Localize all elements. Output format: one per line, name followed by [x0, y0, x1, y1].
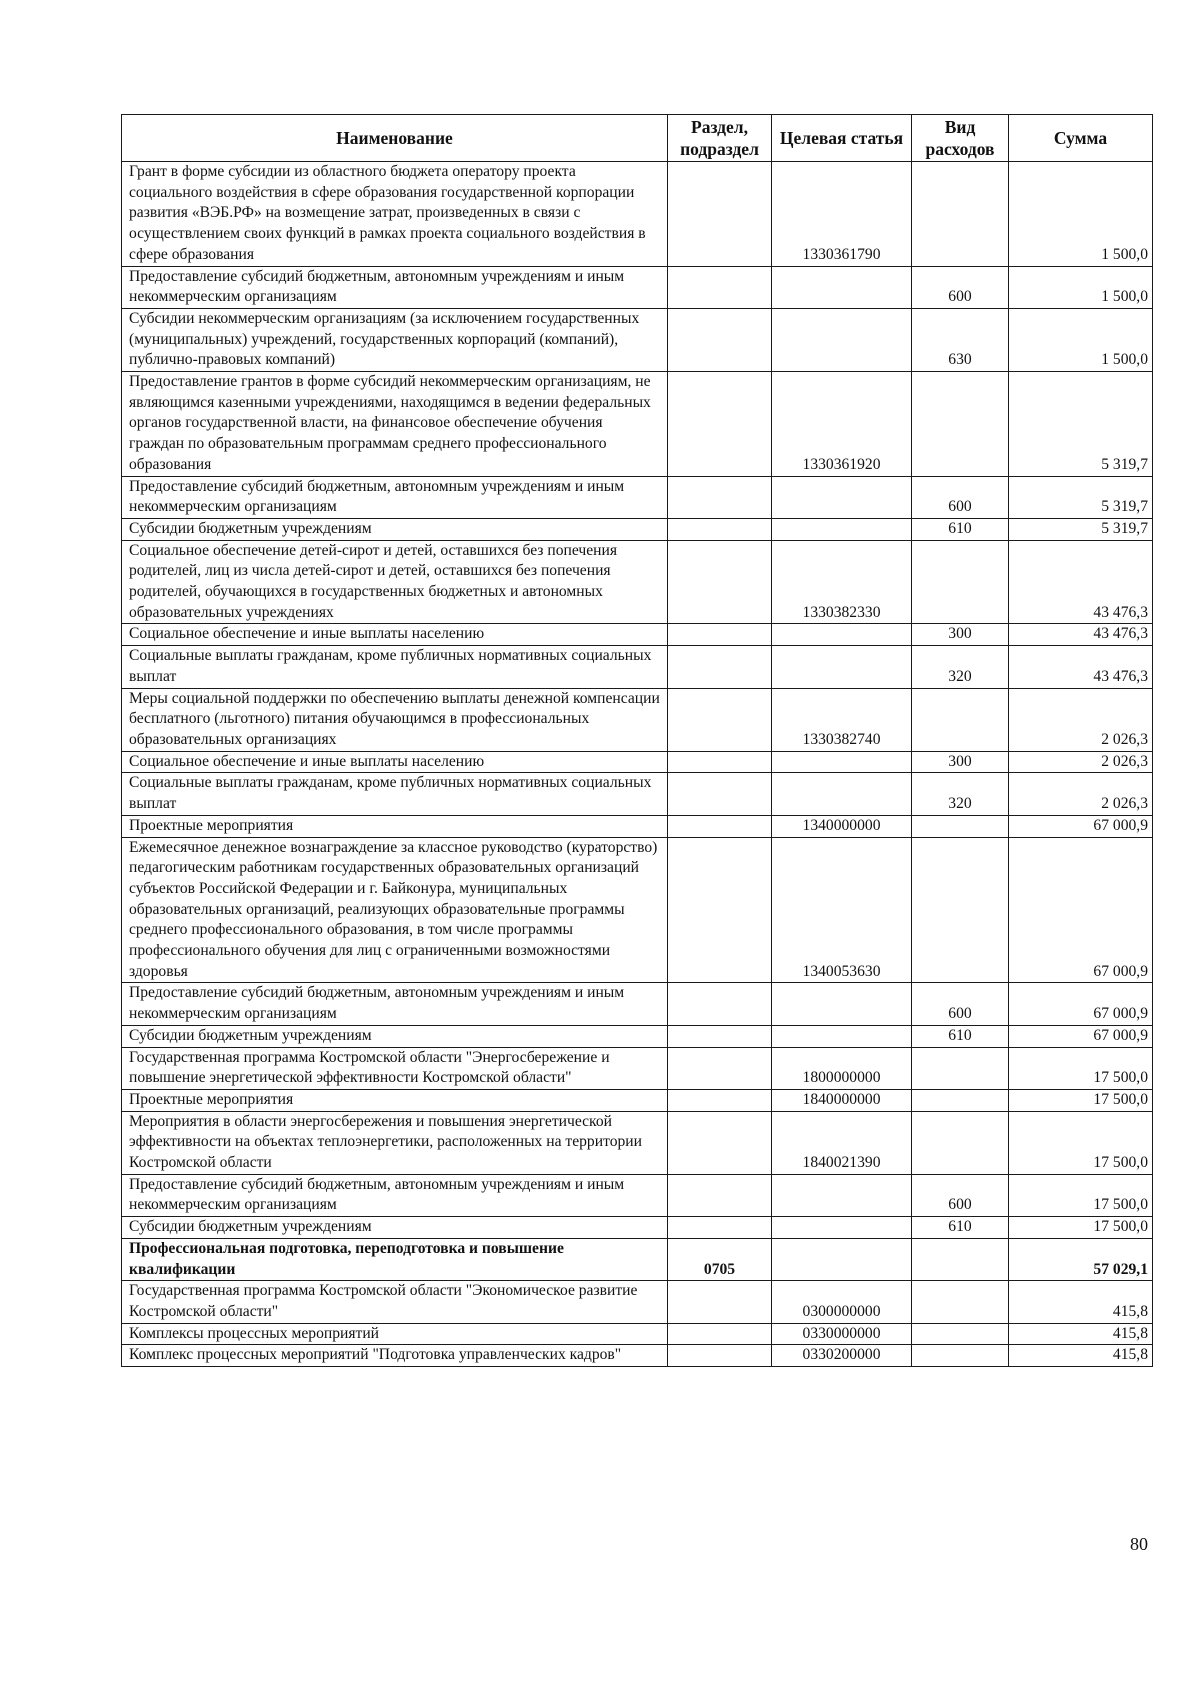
row-section	[668, 540, 772, 624]
row-section: 0705	[668, 1238, 772, 1280]
row-amount: 67 000,9	[1009, 815, 1153, 837]
row-section	[668, 1281, 772, 1323]
row-article	[772, 646, 912, 688]
table-row	[122, 372, 1153, 477]
row-name: Проектные мероприятия	[122, 1089, 668, 1111]
row-amount: 415,8	[1009, 1281, 1153, 1323]
row-expense-type	[912, 1345, 1009, 1367]
table-row	[122, 1281, 1153, 1323]
table-row	[122, 162, 1153, 267]
table-row	[122, 1025, 1153, 1047]
budget-table	[121, 114, 1153, 1367]
row-section	[668, 1111, 772, 1174]
row-expense-type: 600	[912, 1174, 1009, 1216]
row-section	[668, 1174, 772, 1216]
row-expense-type: 600	[912, 476, 1009, 518]
row-amount: 415,8	[1009, 1345, 1153, 1367]
row-expense-type	[912, 1089, 1009, 1111]
row-expense-type: 320	[912, 646, 1009, 688]
row-article: 1330382740	[772, 688, 912, 751]
row-amount: 17 500,0	[1009, 1174, 1153, 1216]
row-expense-type: 600	[912, 266, 1009, 308]
row-amount: 57 029,1	[1009, 1238, 1153, 1280]
row-section	[668, 1089, 772, 1111]
row-article: 1840000000	[772, 1089, 912, 1111]
table-row	[122, 1047, 1153, 1089]
row-name: Государственная программа Костромской области "Энергосбережение и повышение энергетической эффективности Костромской области"	[122, 1047, 668, 1089]
row-expense-type	[912, 1111, 1009, 1174]
row-expense-type	[912, 815, 1009, 837]
table-row	[122, 518, 1153, 540]
row-article	[772, 773, 912, 815]
row-article	[772, 1217, 912, 1239]
row-name: Социальные выплаты гражданам, кроме публичных нормативных социальных выплат	[122, 646, 668, 688]
row-article: 0330000000	[772, 1323, 912, 1345]
row-section	[668, 1047, 772, 1089]
row-section	[668, 624, 772, 646]
row-article: 1330382330	[772, 540, 912, 624]
table-row	[122, 1217, 1153, 1239]
row-section	[668, 983, 772, 1025]
row-amount: 67 000,9	[1009, 983, 1153, 1025]
row-name: Предоставление субсидий бюджетным, автономным учреждениям и иным некоммерческим организациям	[122, 983, 668, 1025]
row-amount: 415,8	[1009, 1323, 1153, 1345]
table-row	[122, 1174, 1153, 1216]
row-expense-type: 630	[912, 308, 1009, 371]
row-expense-type	[912, 162, 1009, 267]
row-amount: 17 500,0	[1009, 1111, 1153, 1174]
row-name: Комплекс процессных мероприятий "Подготовка управленческих кадров"	[122, 1345, 668, 1367]
table-row	[122, 476, 1153, 518]
row-section	[668, 751, 772, 773]
row-section	[668, 837, 772, 983]
row-expense-type: 610	[912, 1025, 1009, 1047]
row-amount: 2 026,3	[1009, 773, 1153, 815]
row-name: Предоставление субсидий бюджетным, автономным учреждениям и иным некоммерческим организациям	[122, 1174, 668, 1216]
row-expense-type: 600	[912, 983, 1009, 1025]
table-row	[122, 751, 1153, 773]
row-article	[772, 751, 912, 773]
row-section	[668, 1025, 772, 1047]
row-amount: 43 476,3	[1009, 540, 1153, 624]
header-name: Наименование	[122, 115, 668, 162]
row-name: Социальное обеспечение и иные выплаты населению	[122, 624, 668, 646]
row-amount: 5 319,7	[1009, 372, 1153, 477]
row-amount: 2 026,3	[1009, 751, 1153, 773]
row-section	[668, 266, 772, 308]
row-article: 0330200000	[772, 1345, 912, 1367]
row-amount: 67 000,9	[1009, 1025, 1153, 1047]
header-amount: Сумма	[1009, 115, 1153, 162]
row-section	[668, 476, 772, 518]
row-section	[668, 773, 772, 815]
row-expense-type	[912, 1047, 1009, 1089]
table-row	[122, 815, 1153, 837]
table-row	[122, 773, 1153, 815]
row-amount: 1 500,0	[1009, 266, 1153, 308]
row-name: Субсидии бюджетным учреждениям	[122, 518, 668, 540]
row-expense-type: 300	[912, 624, 1009, 646]
header-expense-type: Вид расходов	[912, 115, 1009, 162]
row-amount: 2 026,3	[1009, 688, 1153, 751]
row-amount: 1 500,0	[1009, 162, 1153, 267]
row-amount: 5 319,7	[1009, 476, 1153, 518]
header-row	[122, 115, 1153, 162]
header-section: Раздел, подраздел	[668, 115, 772, 162]
table-body	[122, 162, 1153, 1367]
row-section	[668, 308, 772, 371]
row-article	[772, 266, 912, 308]
row-section	[668, 646, 772, 688]
row-expense-type	[912, 688, 1009, 751]
row-amount: 1 500,0	[1009, 308, 1153, 371]
row-amount: 67 000,9	[1009, 837, 1153, 983]
row-amount: 43 476,3	[1009, 624, 1153, 646]
row-name: Грант в форме субсидии из областного бюджета оператору проекта социального воздействия в сфере образования государственной корпорации развития «ВЭБ.РФ» на возмещение затрат, произведенных в связи с осуществлением своих функций в рамках проекта социального воздействия в сфере образования	[122, 162, 668, 267]
row-name: Социальное обеспечение и иные выплаты населению	[122, 751, 668, 773]
row-name: Предоставление субсидий бюджетным, автономным учреждениям и иным некоммерческим организациям	[122, 476, 668, 518]
row-name: Профессиональная подготовка, переподготовка и повышение квалификации	[122, 1238, 668, 1280]
row-expense-type	[912, 1323, 1009, 1345]
row-amount: 5 319,7	[1009, 518, 1153, 540]
row-amount: 17 500,0	[1009, 1217, 1153, 1239]
row-name: Социальное обеспечение детей-сирот и детей, оставшихся без попечения родителей, лиц из числа детей-сирот и детей, оставшихся без попечения родителей, обучающихся в государственных бюджетных и автономных образовательных учреждениях	[122, 540, 668, 624]
row-name: Предоставление субсидий бюджетным, автономным учреждениям и иным некоммерческим организациям	[122, 266, 668, 308]
table-row	[122, 983, 1153, 1025]
row-name: Субсидии бюджетным учреждениям	[122, 1025, 668, 1047]
table-row	[122, 1089, 1153, 1111]
row-name: Меры социальной поддержки по обеспечению выплаты денежной компенсации бесплатного (льготного) питания обучающимся в профессиональных образовательных организациях	[122, 688, 668, 751]
table-row	[122, 1111, 1153, 1174]
row-article: 1330361920	[772, 372, 912, 477]
row-name: Субсидии бюджетным учреждениям	[122, 1217, 668, 1239]
table-row	[122, 308, 1153, 371]
row-article	[772, 518, 912, 540]
page-number: 80	[1130, 1534, 1148, 1554]
row-amount: 17 500,0	[1009, 1089, 1153, 1111]
row-article: 1340053630	[772, 837, 912, 983]
row-amount: 17 500,0	[1009, 1047, 1153, 1089]
row-section	[668, 688, 772, 751]
row-article: 0300000000	[772, 1281, 912, 1323]
table-row	[122, 1345, 1153, 1367]
row-section	[668, 372, 772, 477]
table-row	[122, 646, 1153, 688]
row-article	[772, 308, 912, 371]
row-name: Социальные выплаты гражданам, кроме публичных нормативных социальных выплат	[122, 773, 668, 815]
row-name: Мероприятия в области энергосбережения и повышения энергетической эффективности на объектах теплоэнергетики, расположенных на территории Костромской области	[122, 1111, 668, 1174]
row-name: Предоставление грантов в форме субсидий некоммерческим организациям, не являющимся казенными учреждениями, находящимся в ведении федеральных органов государственной власти, на финансовое обеспечение обучения граждан по образовательным программам среднего профессионального образования	[122, 372, 668, 477]
row-section	[668, 518, 772, 540]
row-expense-type: 300	[912, 751, 1009, 773]
row-article	[772, 1174, 912, 1216]
row-expense-type: 610	[912, 1217, 1009, 1239]
row-section	[668, 162, 772, 267]
table-row	[122, 837, 1153, 983]
header-article: Целевая статья	[772, 115, 912, 162]
row-article: 1800000000	[772, 1047, 912, 1089]
row-name: Комплексы процессных мероприятий	[122, 1323, 668, 1345]
row-name: Субсидии некоммерческим организациям (за исключением государственных (муниципальных) учреждений, государственных корпораций (компаний), публично-правовых компаний)	[122, 308, 668, 371]
row-article: 1340000000	[772, 815, 912, 837]
row-section	[668, 1217, 772, 1239]
row-expense-type	[912, 837, 1009, 983]
row-name: Ежемесячное денежное вознаграждение за классное руководство (кураторство) педагогическим работникам государственных образовательных организаций субъектов Российской Федерации и г. Байконура, муниципальных образовательных организаций, реализующих образовательные программы среднего профессионального образования, в том числе программы профессионального обучения для лиц с ограниченными возможностями здоровья	[122, 837, 668, 983]
row-expense-type	[912, 540, 1009, 624]
row-amount: 43 476,3	[1009, 646, 1153, 688]
row-article	[772, 476, 912, 518]
row-article	[772, 1025, 912, 1047]
table-row	[122, 1238, 1153, 1280]
row-expense-type	[912, 1238, 1009, 1280]
row-expense-type	[912, 1281, 1009, 1323]
table-row	[122, 266, 1153, 308]
row-name: Проектные мероприятия	[122, 815, 668, 837]
row-section	[668, 1345, 772, 1367]
row-article: 1330361790	[772, 162, 912, 267]
row-section	[668, 1323, 772, 1345]
table-header	[122, 115, 1153, 162]
row-article	[772, 624, 912, 646]
row-section	[668, 815, 772, 837]
table-row	[122, 624, 1153, 646]
row-article	[772, 1238, 912, 1280]
table-row	[122, 1323, 1153, 1345]
row-expense-type: 320	[912, 773, 1009, 815]
row-name: Государственная программа Костромской области "Экономическое развитие Костромской области"	[122, 1281, 668, 1323]
row-expense-type	[912, 372, 1009, 477]
row-article: 1840021390	[772, 1111, 912, 1174]
table-row	[122, 688, 1153, 751]
table-row	[122, 540, 1153, 624]
row-article	[772, 983, 912, 1025]
row-expense-type: 610	[912, 518, 1009, 540]
